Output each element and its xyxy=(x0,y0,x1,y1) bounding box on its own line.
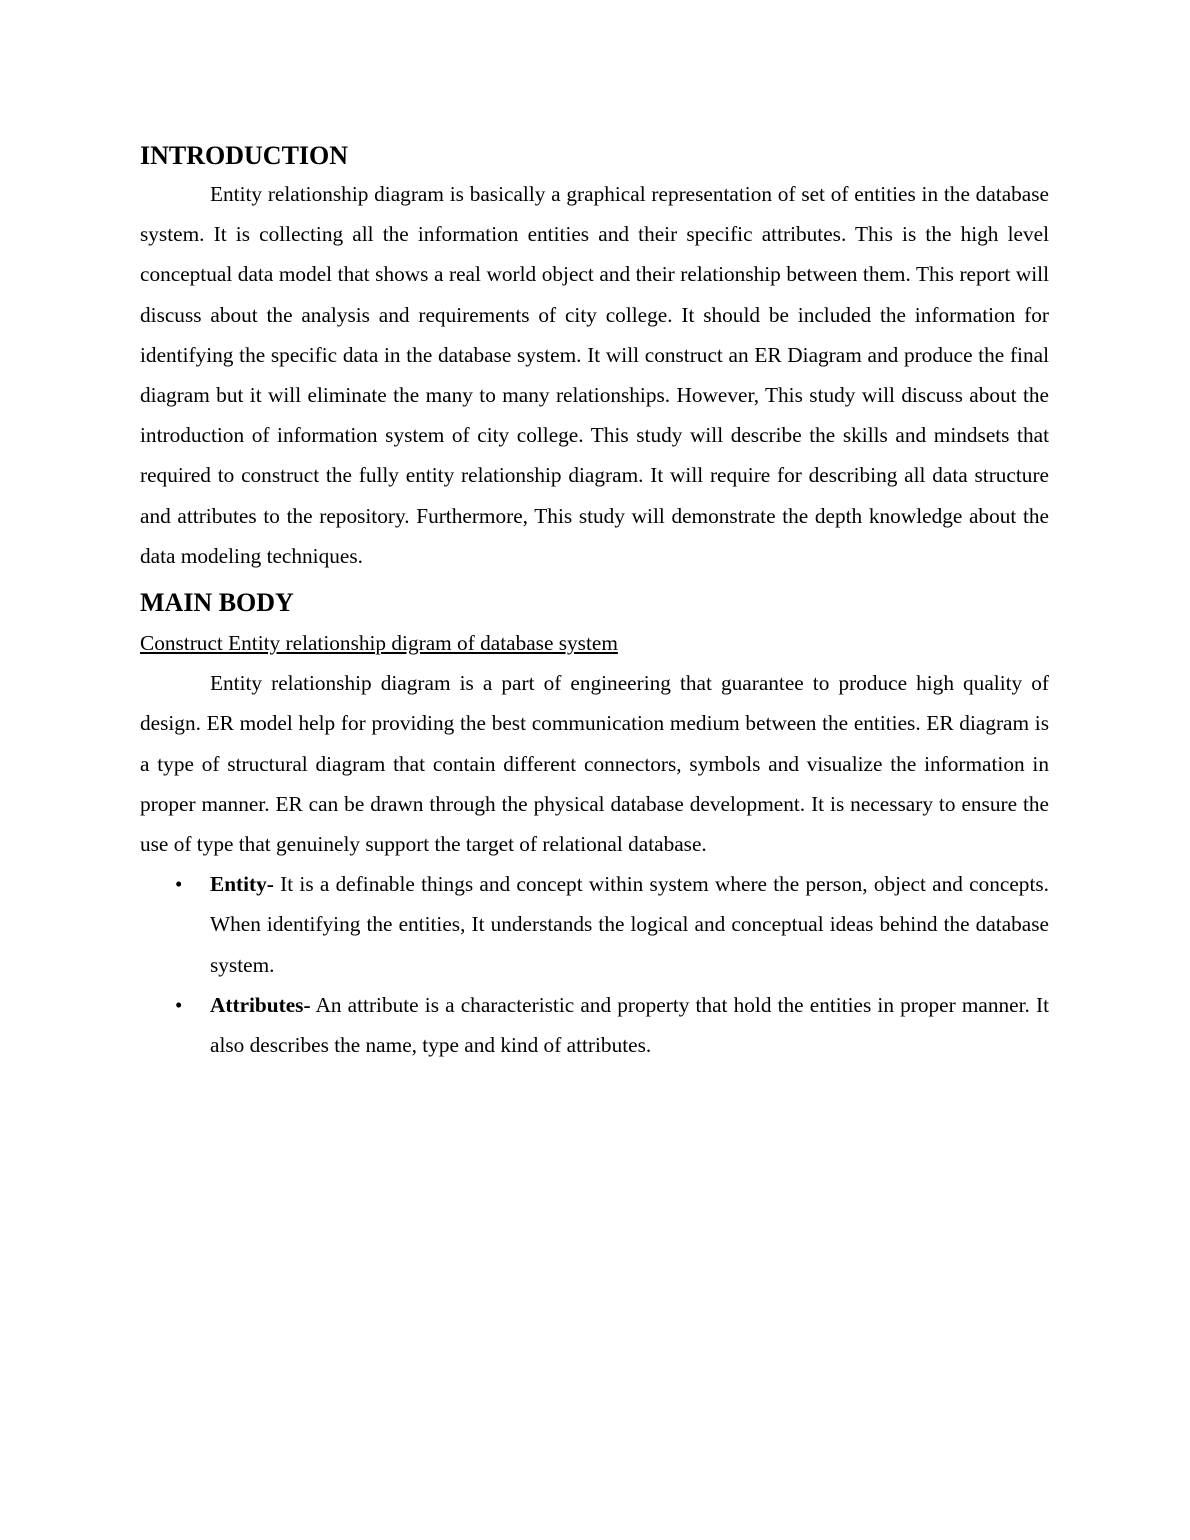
entity-definition: It is a definable things and concept within system where the person, object and concepts. When identifying the entities, It understands the logical and conceptual ideas behind the database system. xyxy=(210,872,1049,977)
introduction-heading: INTRODUCTION xyxy=(140,141,349,170)
document-page xyxy=(140,138,1049,1065)
introduction-paragraph: Entity relationship diagram is basically a graphical representation of set of entities in the database system. It is collecting all the information entities and their specific attributes. This is the high level conceptual data model that shows a real world object and their relationship between them. This report will discuss about the analysis and requirements of city college. It should be included the information for identifying the specific data in the database system. It will construct an ER Diagram and produce the final diagram but it will eliminate the many to many relationships. However, This study will discuss about the introduction of information system of city college. This study will describe the skills and mindsets that required to construct the fully entity relationship diagram. It will require for describing all data structure and attributes to the repository. Furthermore, This study will demonstrate the depth knowledge about the data modeling techniques. xyxy=(140,182,1049,568)
er-diagram-subheading: Construct Entity relationship digram of database system xyxy=(140,631,618,656)
bullet-icon: • xyxy=(175,992,183,1017)
bullet-icon: • xyxy=(175,872,183,897)
list-item-attributes xyxy=(140,985,1049,1065)
entity-term: Entity- xyxy=(210,872,274,897)
main-body-paragraph: Entity relationship diagram is a part of engineering that guarantee to produce high quality of design. ER model help for providing the best communication medium between the entities. ER diagram is a type of structural diagram that contain different connectors, symbols and visualize the information in proper manner. ER can be drawn through the physical database development. It is necessary to ensure the use of type that genuinely support the target of relational database. xyxy=(140,671,1049,857)
attributes-term: Attributes- xyxy=(210,992,311,1017)
attributes-definition: An attribute is a characteristic and property that hold the entities in proper manner. It also describes the name, type and kind of attributes. xyxy=(210,992,1049,1058)
definitions-list xyxy=(140,864,1049,1065)
list-item-entity xyxy=(140,864,1049,985)
main-body-heading: MAIN BODY xyxy=(140,588,294,618)
